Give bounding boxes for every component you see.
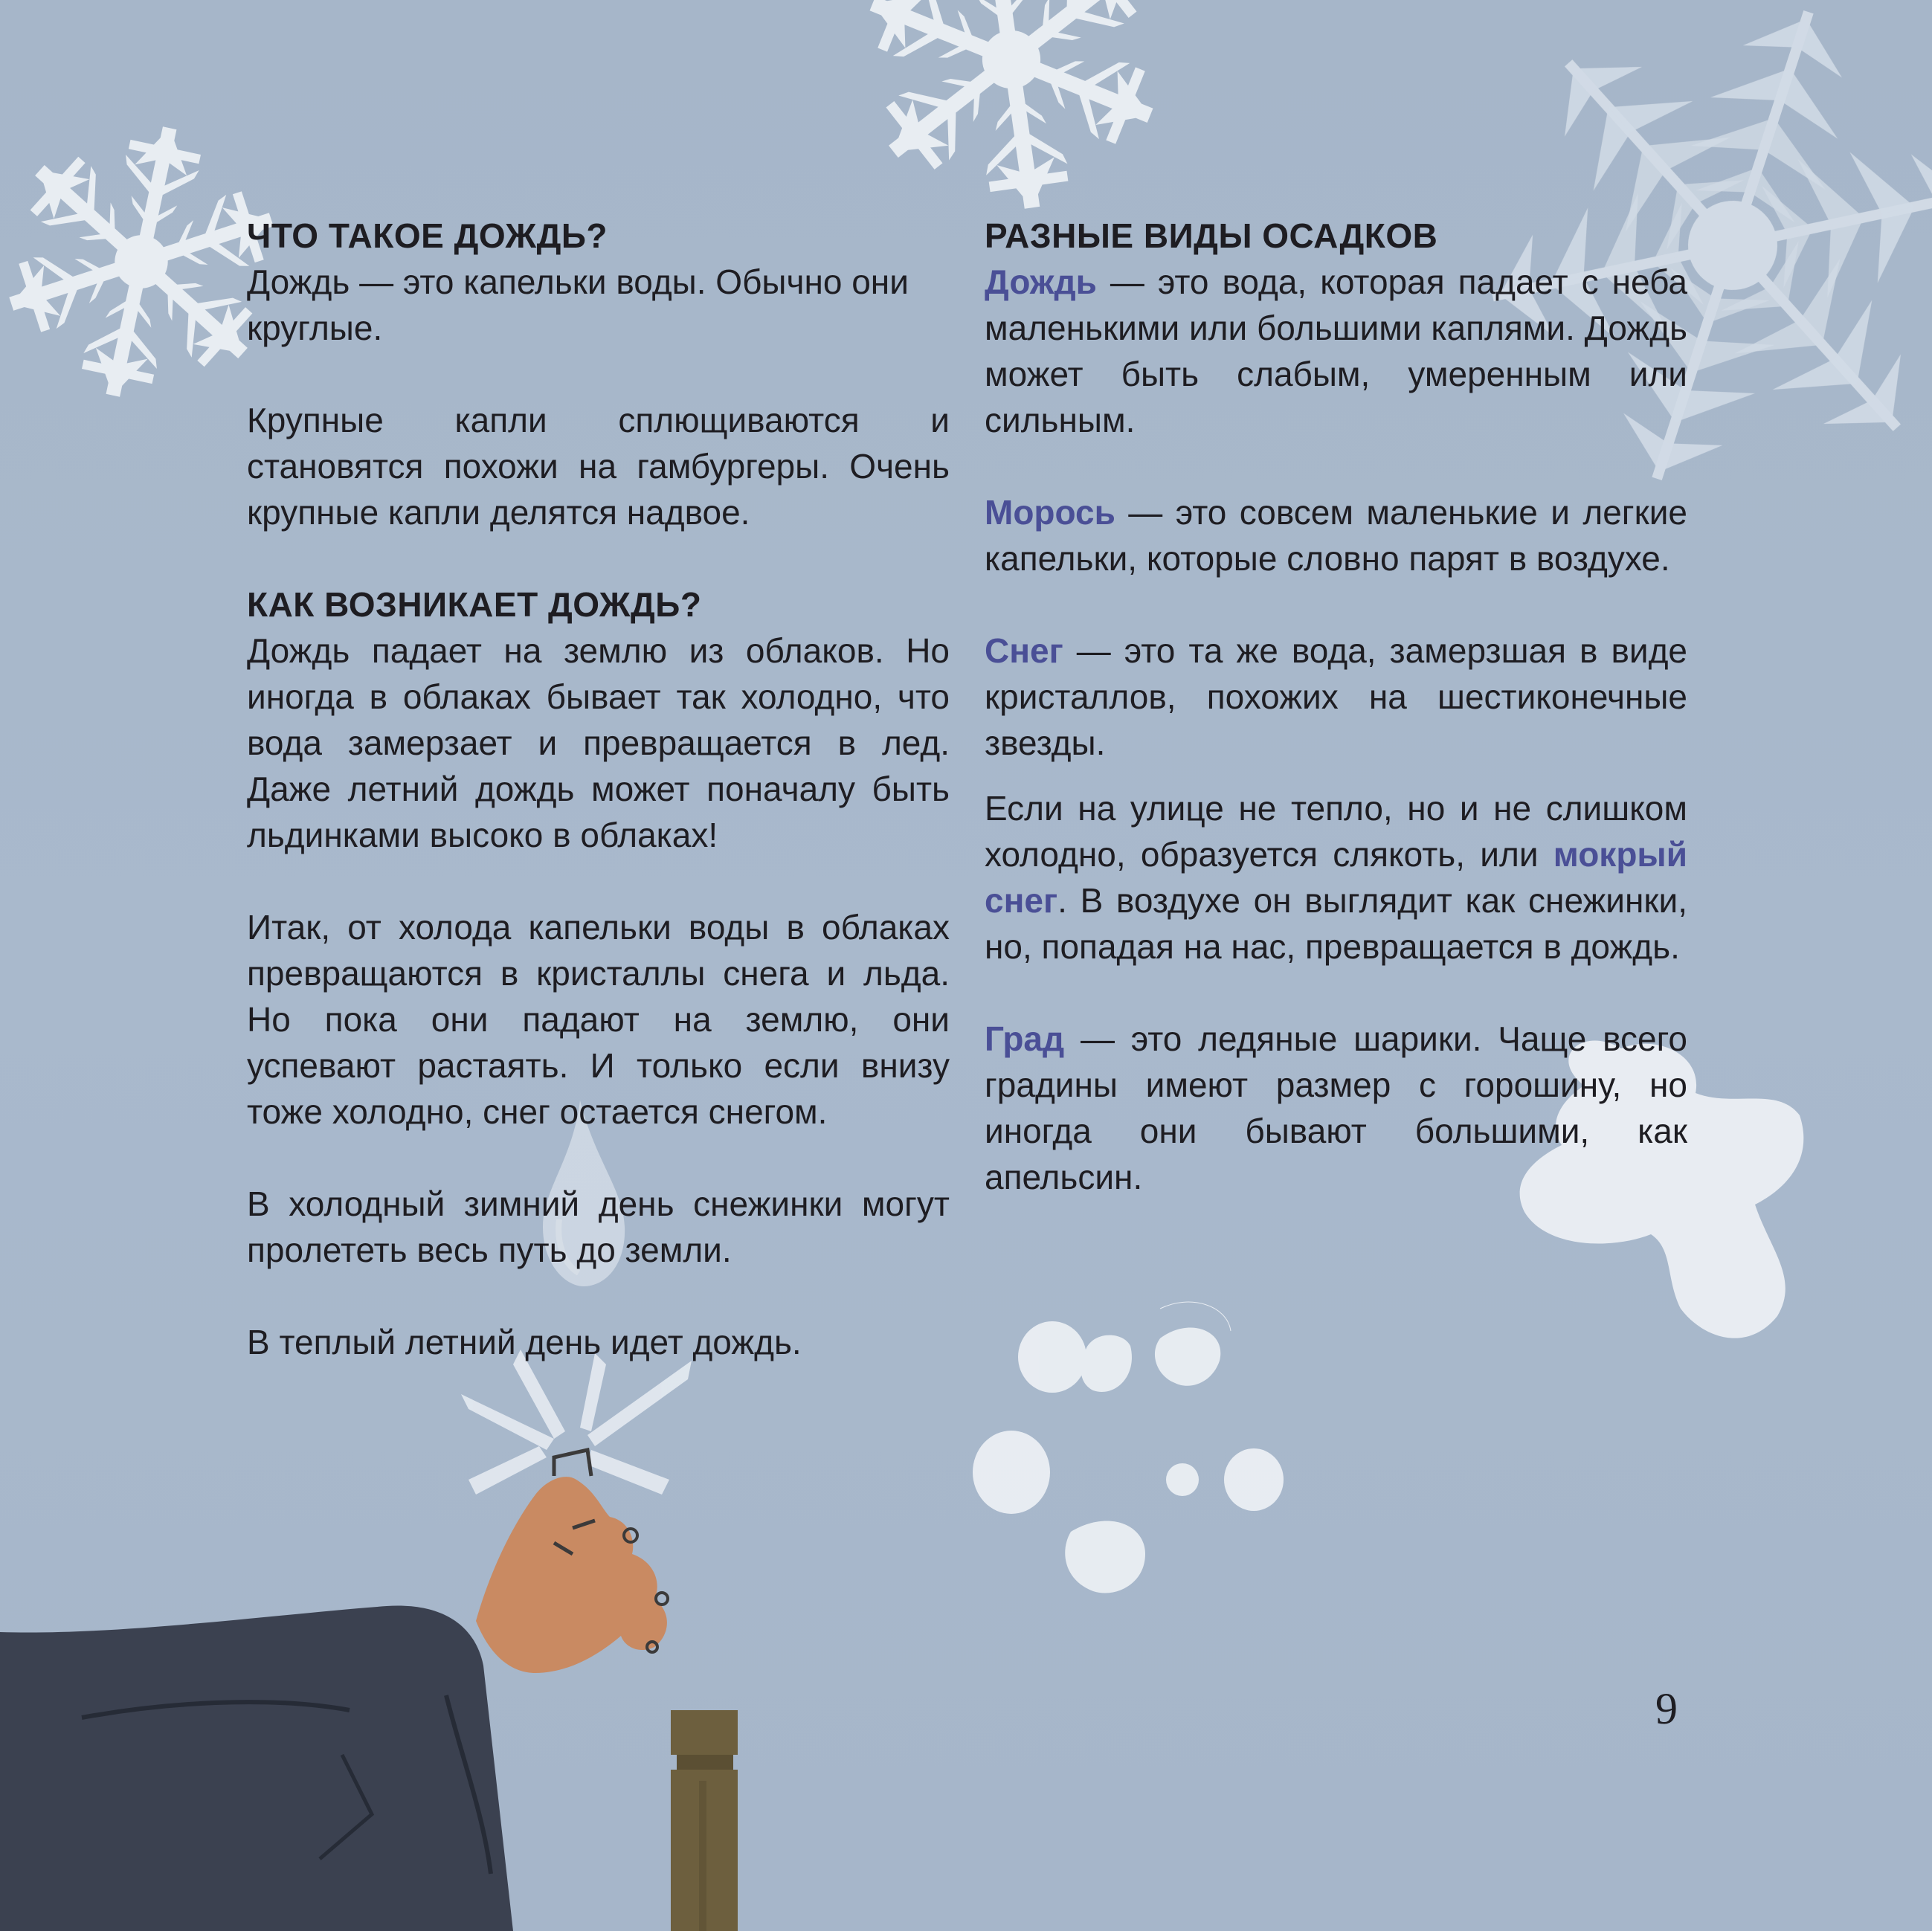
rain-definition-text: — это вода, которая падает с неба маленькими или большими каплями. Дождь может быть слабым, умеренным или сильным.: [985, 262, 1687, 439]
paragraph-rain-from-clouds: Дождь падает на землю из облаков. Но иногда в облаках бывает так холодно, что вода замерзает и превращается в лед. Даже летний дождь может поначалу быть льдинками высоко в облаках!: [247, 631, 950, 854]
term-sleet: мокрый снег: [985, 835, 1687, 920]
paragraph-drizzle-definition: [985, 489, 1687, 581]
hail-definition-text: — это ледяные шарики. Чаще всего градины имеют размер с горошину, но иногда они бывают большими, как апельсин.: [985, 1019, 1687, 1196]
heading-how-rain-forms: КАК ВОЗНИКАЕТ ДОЖДЬ?: [247, 585, 702, 624]
splash-illustration: [461, 1350, 692, 1495]
paragraph-winter-day: В холодный зимний день снежинки могут пролететь весь путь до земли.: [247, 1184, 950, 1269]
paragraph-crystals: Итак, от холода капельки воды в облаках превращаются в кристаллы снега и льда. Но пока они падают на землю, они успевают растаять. И только если внизу тоже холодно, снег остается снегом.: [247, 908, 950, 1131]
paragraph-snow-definition: [985, 628, 1687, 766]
left-column: [247, 213, 950, 1365]
arm-illustration: [0, 1450, 668, 1931]
term-hail: Град: [985, 1019, 1065, 1058]
term-drizzle: Морось: [985, 493, 1115, 532]
snow-definition-text: — это та же вода, замерзшая в виде кристаллов, похожих на шестиконечные звезды.: [985, 631, 1687, 762]
term-rain: Дождь: [985, 262, 1097, 301]
paragraph-rain-drops: Дождь — это капельки воды. Обычно они круглые.: [247, 262, 909, 347]
heading-precipitation-types: РАЗНЫЕ ВИДЫ ОСАДКОВ: [985, 216, 1438, 255]
wooden-post-illustration: [671, 1710, 738, 1931]
term-snow: Снег: [985, 631, 1063, 670]
drizzle-definition-text: — это совсем маленькие и легкие капельки, которые словно парят в воздухе.: [985, 493, 1687, 578]
right-column: [985, 213, 1687, 1200]
sleet-text-after: . В воздухе он выглядит как снежинки, но, попадая на нас, превращается в дождь.: [985, 881, 1687, 966]
paragraph-summer-day: В теплый летний день идет дождь.: [247, 1323, 802, 1361]
snowflake-top-center: [842, 0, 1181, 228]
paragraph-sleet-definition: [985, 785, 1687, 970]
page-number: 9: [1655, 1684, 1678, 1733]
paragraph-rain-definition: [985, 259, 1687, 443]
heading-what-is-rain: ЧТО ТАКОЕ ДОЖДЬ?: [247, 216, 608, 255]
sleet-text-before: Если на улице не тепло, но и не слишком холодно, образуется слякоть, или: [985, 789, 1687, 874]
paragraph-hail-definition: [985, 1016, 1687, 1200]
paragraph-large-drops: Крупные капли сплющиваются и становятся похожи на гамбургеры. Очень крупные капли делятся надвое.: [247, 401, 950, 532]
